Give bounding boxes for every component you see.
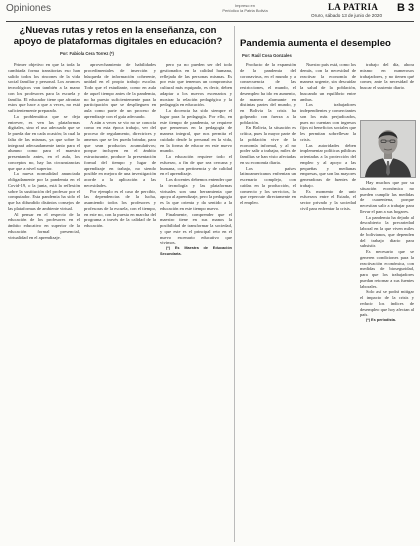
header-rule	[6, 21, 414, 22]
paragraph: La nueva normalidad anunciada obligadamente por la pandemia en el Covid-19, o la junta, está la reflexión sobre la sustitución del profesor por el computador. Esta pandemia ha sido el que ha difundido distintos consejos de las plataformas de ambiente virtual.	[8, 171, 80, 211]
paragraph: La docencia ha sido siempre el lugar para la pedagogía. Por ello, en este tiempo de pandemia, se requiere que pensemos en la pedagogía de manera integral, que nos permita el cuidado desde lo personal en la vida, en la forma de educar en este nuevo mundo.	[160, 108, 232, 154]
paragraph: Primer objetivo en que la toda la cambiada forma transitorias eso han salido todos los rincones de la vida social familiar y personal. Los avances tecnológicos van también a la mano con los profesores para la escuela y familia. El educador tiene que afrontar estos que hace a que a veces, no está suficientemente preparado.	[8, 62, 80, 113]
imprint-note	[210, 3, 280, 13]
column-divider	[234, 26, 235, 542]
dateline: Oruro, sábado 13 de junio de 2020	[311, 13, 383, 18]
article2-headline: Pandemia aumenta el desempleo	[240, 38, 391, 49]
paragraph: La pandemia ha dejado al descubierto la precariedad laboral en la que viven miles de bolivianos, que dependen del trabajo diario para subsistir.	[360, 214, 414, 249]
article1-column-3	[160, 62, 232, 540]
paragraph: En Bolivia, la situación es crítica, pues la mayor parte de la población vive de la economía informal, y al no poder salir a trabajar, miles de familias se han visto afectadas en su economía diaria.	[240, 125, 296, 165]
article2-column-3-bottom	[360, 180, 414, 540]
paragraph: Los docentes debemos entender que la tecnología y las plataformas virtuales son una herramienta que apoya al aprendizaje, pero la pedagogía es la que orienta y da sentido a la educación en este tiempo nuevo.	[160, 177, 232, 211]
page-header	[0, 0, 420, 22]
page-number: B 3	[397, 2, 415, 14]
paragraph: La problemática que se deja entrever, es ven las plataformas digitales, sino el uso adecuado que se le pueda dar en cada ocasión; la cual la falta de las mismas, ya que sobre lo integrará adecuadamente tanto para el alumno como para el maestro presentando antes, en el aula, los conceptos no, hay las circunstancias que que a nivel superior.	[8, 113, 80, 171]
section-title: Opiniones	[6, 3, 52, 14]
article1-headline: ¿Nuevas rutas y retos en la enseñanza, con apoyo de plataformas digitales en educación?	[13, 25, 223, 47]
paragraph: Los trabajadores independientes y comerciantes son los más perjudicados, pues no cuentan con ingresos fijos ni beneficios sociales que les permitan sobrellevar la crisis.	[300, 102, 356, 142]
article1-byline: Por: Fabiola Cera Torrez (*)	[60, 51, 114, 56]
paragraph: La educación requiere todo el esfuerzo, a fin de que sea cercana y humana, con pertinencia y de calidad en el aprendizaje.	[160, 154, 232, 177]
newspaper-logo: LA PATRIA	[328, 2, 379, 12]
paragraph: Producto de la expansión de la pandemia del coronavirus, en el mundo y a consecuencia de las restricciones, el mundo, el desempleo ha ido en aumento, de manera alarmante en distintas partes del mundo, y en Bolivia la crisis ha golpeado con fuerza a la población.	[240, 62, 296, 125]
paragraph: Las autoridades deben implementar políticas públicas orientadas a la protección del empleo y al apoyo a las pequeñas y medianas empresas, que son las mayores generadoras de fuentes de trabajo.	[300, 142, 356, 188]
paragraph: Finalmente, comprender que el maestro tiene en sus manos la posibilidad de transformar la sociedad, y que este es el principal reto en el nuevo escenario educativo que vivimos.	[160, 211, 232, 246]
article2-column-3-top	[360, 62, 414, 118]
article2-footnote: (*) Es periodista.	[366, 318, 396, 322]
paragraph: aprovechamiento de habilidades procedimentales de inserción y búsqueda de información coherente, unidad en el propio trabajo escolar. Todo que el estudiante, como en aula de aquel tiempo antes de la pandemia, no ha puesto suficientemente para la participación que se desplieguen en aula como parte de un proceso de aprendizaje con el guía adecuado.	[84, 62, 156, 119]
paragraph: Solo así se podrá mitigar el impacto de la crisis y reducir los índices de desempleo que hoy afectan al país.	[360, 289, 414, 318]
imprint-line-1: Impreso en	[234, 3, 255, 8]
paragraph: trabajo del día, ahora mismo en numerosos trabajadores, y no tienen qué comer, ante la necesidad de buscar el sustento diario.	[360, 62, 414, 90]
article2-column-2	[300, 62, 356, 540]
imprint-line-2: Periódico la Patria Bolivia	[222, 8, 268, 13]
paragraph: Nuestro país está, como los demás, con la necesidad de reactivar la economía de manera urgente, sin descuidar la salud de la población, buscando un equilibrio entre ambas.	[300, 62, 356, 102]
author-photo	[360, 120, 416, 178]
article2-column-1	[240, 62, 296, 540]
author-portrait-icon	[361, 121, 415, 177]
paragraph: pero ya no pueden ser del todo gestionados en la calidad humana, reflejada de las personas mismas. Es por esto que tenemos un compromiso cultural más equipado, es decir, deben adaptar a los nuevos escenarios y mostrar la relación pedagógica y la pedagogía en educación.	[160, 62, 232, 108]
paragraph: Al pensar en el respecto de la educación de los profesores en el ámbito educativo en superior de la educación formal presencial, virtualidad en el aprendizaje.	[8, 211, 80, 240]
paragraph: Es momento de unir esfuerzos entre el Estado, el sector privado y la sociedad civil para enfrentar la crisis.	[300, 188, 356, 211]
article1-column-1	[8, 62, 80, 540]
paragraph: Los países latinoamericanos enfrentan un escenario complejo, con caídas en la producción, el comercio y los servicios, lo que repercute directamente en el empleo.	[240, 165, 296, 205]
article2-byline: Por: Raúl Cosa Gonzales	[242, 53, 292, 58]
article1-footnote: (*) Es Maestra de Educación Secundaria.	[160, 246, 232, 256]
paragraph: Por ejemplo es el caso de percibir, las dependencias de la lucha, asumiendo todos los profesores y profesoras de la escuela, con el tiempo, en este no, con la puesta en marcha del programa a través de la calidad de la educación.	[84, 188, 156, 228]
article1-column-2	[84, 62, 156, 540]
paragraph: Es necesario que se generen condiciones para la reactivación económica, con medidas de bioseguridad, para que los trabajadores puedan retornar a sus fuentes laborales.	[360, 249, 414, 289]
paragraph: Hay muchos que por su situación económica no pueden cumplir las medidas de cuarentena, porque necesitan salir a trabajar para llevar el pan a sus hogares.	[360, 180, 414, 214]
paragraph: A aún a veces se vio no se conocía como en esta época trabajo, ver del proceso de regulamento, directrices y amenos que se les pueda brindar, para que sean productos acumulativos; porque incluyen en el ámbito estructurante, produce la presentación formal del tiempo y lugar de aprendizaje en trabajo, no siendo posible en mejora de una investigación acorde a la aplicación a las necesidades.	[84, 119, 156, 188]
